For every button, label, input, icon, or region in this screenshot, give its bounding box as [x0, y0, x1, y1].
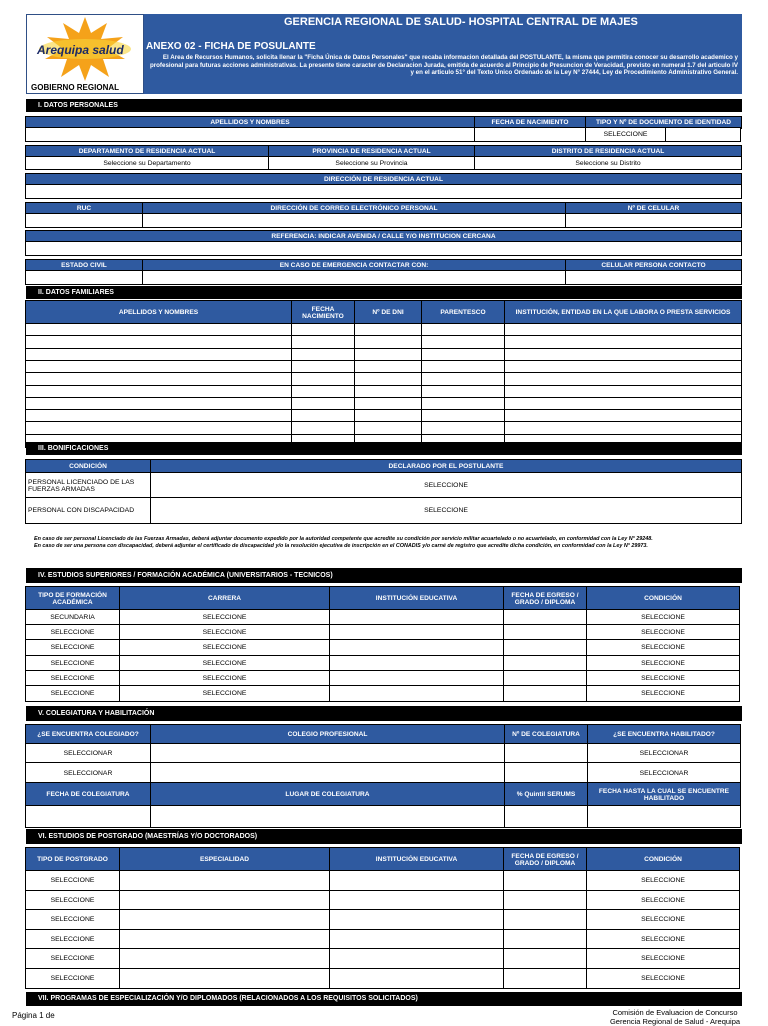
provincia-select[interactable]: Seleccione su Provincia [268, 156, 475, 170]
col-colegio-profesional: COLEGIO PROFESIONAL [150, 724, 505, 745]
table-cell[interactable] [503, 909, 587, 931]
condicion-select[interactable]: SELECCIONE [586, 685, 740, 702]
departamento-select[interactable]: Seleccione su Departamento [25, 156, 269, 170]
table-cell[interactable] [119, 909, 330, 931]
page-title: GERENCIA REGIONAL DE SALUD- HOSPITAL CENTRAL DE MAJES [284, 16, 638, 28]
note-ffaa: En caso de ser personal Licenciado de las Fuerzas Armadas, deberá adjuntar documento expedido por la autoridad competente que acredite su condición por servicio militar acuartelado o no acuartelado, en conformidad con la Ley N° 29248. [34, 536, 653, 542]
tipo-formacion-select[interactable]: SELECCIONE [25, 639, 120, 656]
col-parentesco: PARENTESCO [421, 300, 505, 325]
col-numero-colegiatura: Nº DE COLEGIATURA [504, 724, 588, 745]
tipo-postgrado-select[interactable]: SELECCIONE [25, 870, 120, 892]
section-estudios-superiores: IV. ESTUDIOS SUPERIORES / FORMACIÓN ACADÉMICA (UNIVERSITARIOS - TECNICOS) [26, 568, 742, 583]
table-cell[interactable] [503, 685, 587, 702]
condicion-select[interactable]: SELECCIONE [586, 639, 740, 656]
logo [26, 14, 144, 94]
col-lugar-colegiatura: LUGAR DE COLEGIATURA [150, 782, 505, 807]
label-referencia: REFERENCIA: INDICAR AVENIDA / CALLE Y/O INSTITUCION CERCANA [25, 230, 742, 243]
table-cell[interactable] [329, 929, 504, 951]
table-row [26, 871, 742, 892]
col-fecha-egreso-postgrado: FECHA DE EGRESO / GRADO / DIPLOMA [503, 847, 587, 872]
table-cell[interactable] [119, 968, 330, 990]
referencia-input[interactable] [25, 241, 742, 256]
table-cell[interactable] [329, 948, 504, 970]
condicion-postgrado-select[interactable]: SELECCIONE [586, 948, 740, 970]
carrera-select[interactable]: SELECCIONE [119, 609, 330, 626]
col-condicion-postgrado: CONDICIÓN [586, 847, 740, 872]
lugar-colegiatura-input[interactable] [150, 805, 505, 828]
tipo-formacion-select[interactable]: SELECCIONE [25, 670, 120, 687]
note-discapacidad: En caso de ser una persona con discapacidad, deberá adjuntar el certificado de discapacidad y/o la resolución ejecutiva de inscripción en el CONADIS y/o carné de registro que acredite dicha condición, en conformidad con la Ley N° 29973. [34, 543, 648, 549]
table-row [26, 969, 742, 990]
habilitado-select[interactable]: SELECCIONAR [587, 743, 741, 764]
condicion-postgrado-select[interactable]: SELECCIONE [586, 909, 740, 931]
label-emergencia: EN CASO DE EMERGENCIA CONTACTAR CON: [142, 259, 566, 272]
tipo-formacion-select[interactable]: SELECCIONE [25, 624, 120, 641]
tipo-formacion-select[interactable]: SELECCIONE [25, 685, 120, 702]
ruc-input[interactable] [25, 213, 143, 228]
numero-colegiatura-input-2[interactable] [504, 762, 588, 784]
table-cell[interactable] [329, 909, 504, 931]
label-celular: Nº DE CELULAR [565, 202, 742, 215]
page-number: Página 1 de [12, 1011, 55, 1020]
table-cell[interactable] [119, 870, 330, 892]
table-cell[interactable] [329, 870, 504, 892]
table-cell[interactable] [329, 968, 504, 990]
logo-org: GOBIERNO REGIONAL [31, 83, 120, 92]
logo-brand: Arequipa salud [37, 43, 124, 57]
page-subtitle: ANEXO 02 - FICHA DE POSULANTE [146, 41, 316, 52]
apellidos-input[interactable] [25, 127, 475, 142]
fecha-habilitado-input[interactable] [587, 805, 741, 828]
col-condicion: CONDICIÓN [25, 459, 151, 474]
col-carrera: CARRERA [119, 586, 330, 611]
condicion-select[interactable]: SELECCIONE [586, 624, 740, 641]
col-institucion-educativa: INSTITUCIÓN EDUCATIVA [329, 586, 504, 611]
label-direccion: DIRECCIÓN DE RESIDENCIA ACTUAL [25, 173, 742, 186]
table-row [26, 686, 742, 702]
tipo-postgrado-select[interactable]: SELECCIONE [25, 929, 120, 951]
table-cell[interactable] [503, 968, 587, 990]
table-cell[interactable] [119, 890, 330, 912]
condicion-postgrado-select[interactable]: SELECCIONE [586, 870, 740, 892]
tipo-postgrado-select[interactable]: SELECCIONE [25, 948, 120, 970]
label-departamento: DEPARTAMENTO DE RESIDENCIA ACTUAL [25, 145, 269, 158]
direccion-input[interactable] [25, 184, 742, 199]
colegio-input[interactable] [150, 743, 505, 764]
col-habilitado: ¿SE ENCUENTRA HABILITADO? [587, 724, 741, 745]
section-datos-personales: I. DATOS PERSONALES [26, 99, 742, 112]
condicion-select[interactable]: SELECCIONE [586, 655, 740, 672]
habilitado-select-2[interactable]: SELECCIONAR [587, 762, 741, 784]
footer-right [600, 1008, 750, 1026]
table-cell[interactable] [503, 929, 587, 951]
col-institucion: INSTITUCIÓN, ENTIDAD EN LA QUE LABORA O PRESTA SERVICIOS [504, 300, 742, 325]
col-apellidos: APELLIDOS Y NOMBRES [25, 300, 292, 325]
col-colegiado: ¿SE ENCUENTRA COLEGIADO? [25, 724, 151, 745]
col-quintil: % Quintil SERUMS [504, 782, 588, 807]
section-datos-familiares: II. DATOS FAMILIARES [26, 286, 742, 299]
footer-gerencia: Gerencia Regional de Salud - Arequipa [609, 1017, 741, 1026]
table-row [26, 891, 742, 912]
tipo-formacion-select[interactable]: SECUNDARIA [25, 609, 120, 626]
carrera-select[interactable]: SELECCIONE [119, 685, 330, 702]
distrito-select[interactable]: Seleccione su Distrito [474, 156, 742, 170]
col-fecha-egreso: FECHA DE EGRESO / GRADO / DIPLOMA [503, 586, 587, 611]
label-fecha-nacimiento: FECHA DE NACIMIENTO [474, 116, 586, 129]
estado-civil-input[interactable] [25, 270, 143, 285]
col-fecha-nacimiento: FECHA NACIMIENTO [291, 300, 355, 325]
label-ruc: RUC [25, 202, 143, 215]
table-cell[interactable] [119, 929, 330, 951]
condicion-select[interactable]: SELECCIONE [586, 609, 740, 626]
footer-commission: Comisión de Evaluacion de Concurso [612, 1008, 738, 1017]
table-cell[interactable] [329, 685, 504, 702]
section-especializacion: VII. PROGRAMAS DE ESPECIALIZACIÓN Y/O DIPLOMADOS (RELACIONADOS A LOS REQUISITOS SOLICITADOS) [26, 992, 742, 1006]
label-estado-civil: ESTADO CIVIL [25, 259, 143, 272]
colegiado-select[interactable]: SELECCIONAR [25, 743, 151, 764]
correo-input[interactable] [142, 213, 566, 228]
numero-documento-input[interactable] [665, 127, 741, 142]
carrera-select[interactable]: SELECCIONE [119, 639, 330, 656]
col-tipo-formacion: TIPO DE FORMACIÓN ACADÉMICA [25, 586, 120, 611]
celular-contacto-input[interactable] [565, 270, 742, 285]
ffaa-select[interactable]: SELECCIONE [150, 472, 742, 499]
section-colegiatura: V. COLEGIATURA Y HABILITACIÓN [26, 706, 742, 721]
section-bonificaciones: III. BONIFICACIONES [26, 442, 742, 455]
quintil-input[interactable] [504, 805, 588, 828]
col-tipo-postgrado: TIPO DE POSTGRADO [25, 847, 120, 872]
label-discapacidad: PERSONAL CON DISCAPACIDAD [25, 497, 151, 524]
table-row [26, 910, 742, 931]
tipo-postgrado-select[interactable]: SELECCIONE [25, 890, 120, 912]
label-apellidos: APELLIDOS Y NOMBRES [25, 116, 475, 129]
celular-input[interactable] [565, 213, 742, 228]
form-header [26, 14, 742, 94]
emergencia-input[interactable] [142, 270, 566, 285]
col-especialidad: ESPECIALIDAD [119, 847, 330, 872]
col-fecha-habilitado: FECHA HASTA LA CUAL SE ENCUENTRE HABILITADO [587, 782, 741, 807]
label-correo: DIRECCIÓN DE CORREO ELECTRÓNICO PERSONAL [142, 202, 566, 215]
table-row [26, 949, 742, 970]
tipo-postgrado-select[interactable]: SELECCIONE [25, 909, 120, 931]
label-celular-contacto: CELULAR PERSONA CONTACTO [565, 259, 742, 272]
col-declarado: DECLARADO POR EL POSTULANTE [150, 459, 742, 474]
tipo-documento-select[interactable]: SELECCIONE [585, 127, 666, 142]
col-condicion-estudios: CONDICIÓN [586, 586, 740, 611]
fecha-nacimiento-input[interactable] [474, 127, 586, 142]
col-fecha-colegiatura: FECHA DE COLEGIATURA [25, 782, 151, 807]
tipo-postgrado-select[interactable]: SELECCIONE [25, 968, 120, 990]
condicion-postgrado-select[interactable]: SELECCIONE [586, 890, 740, 912]
condicion-postgrado-select[interactable]: SELECCIONE [586, 968, 740, 990]
table-cell[interactable] [503, 948, 587, 970]
table-cell[interactable] [119, 948, 330, 970]
table-cell[interactable] [503, 890, 587, 912]
section-postgrado: VI. ESTUDIOS DE POSTGRADO (MAESTRÍAS Y/O DOCTORADOS) [26, 829, 742, 844]
table-cell[interactable] [503, 870, 587, 892]
tipo-formacion-select[interactable]: SELECCIONE [25, 655, 120, 672]
col-dni: Nº DE DNI [354, 300, 422, 325]
table-row [26, 930, 742, 951]
table-cell[interactable] [329, 890, 504, 912]
condicion-select[interactable]: SELECCIONE [586, 670, 740, 687]
fecha-colegiatura-input[interactable] [25, 805, 151, 828]
carrera-select[interactable]: SELECCIONE [119, 670, 330, 687]
carrera-select[interactable]: SELECCIONE [119, 655, 330, 672]
col-institucion-postgrado: INSTITUCIÓN EDUCATIVA [329, 847, 504, 872]
colegio-input-2[interactable] [150, 762, 505, 784]
label-distrito: DISTRITO DE RESIDENCIA ACTUAL [474, 145, 742, 158]
numero-colegiatura-input[interactable] [504, 743, 588, 764]
carrera-select[interactable]: SELECCIONE [119, 624, 330, 641]
discapacidad-select[interactable]: SELECCIONE [150, 497, 742, 524]
label-provincia: PROVINCIA DE RESIDENCIA ACTUAL [268, 145, 475, 158]
condicion-postgrado-select[interactable]: SELECCIONE [586, 929, 740, 951]
intro-text: El Area de Recursos Humanos, solicita llenar la "Ficha Única de Datos Personales" que recaba informacion detallada del POSTULANTE, la misma que permitira conocer su desarrollo academico y profesional para futuras acciones administrativas. La presente tiene caracter de Declaracion Jurada, emitida de acuerdo al Principio de Presuncion de Veracidad, previsto en numeral 1.7 del articulo IV y en el articulo 51° del Texto Unico Ordenado de la Ley N° 27444, Ley de Procedimiento Administrativo General. [149, 54, 738, 77]
label-ffaa: PERSONAL LICENCIADO DE LAS FUERZAS ARMADAS [25, 472, 151, 499]
label-tipo-documento: TIPO Y Nº DE DOCUMENTO DE IDENTIDAD [585, 116, 742, 129]
colegiado-select-2[interactable]: SELECCIONAR [25, 762, 151, 784]
